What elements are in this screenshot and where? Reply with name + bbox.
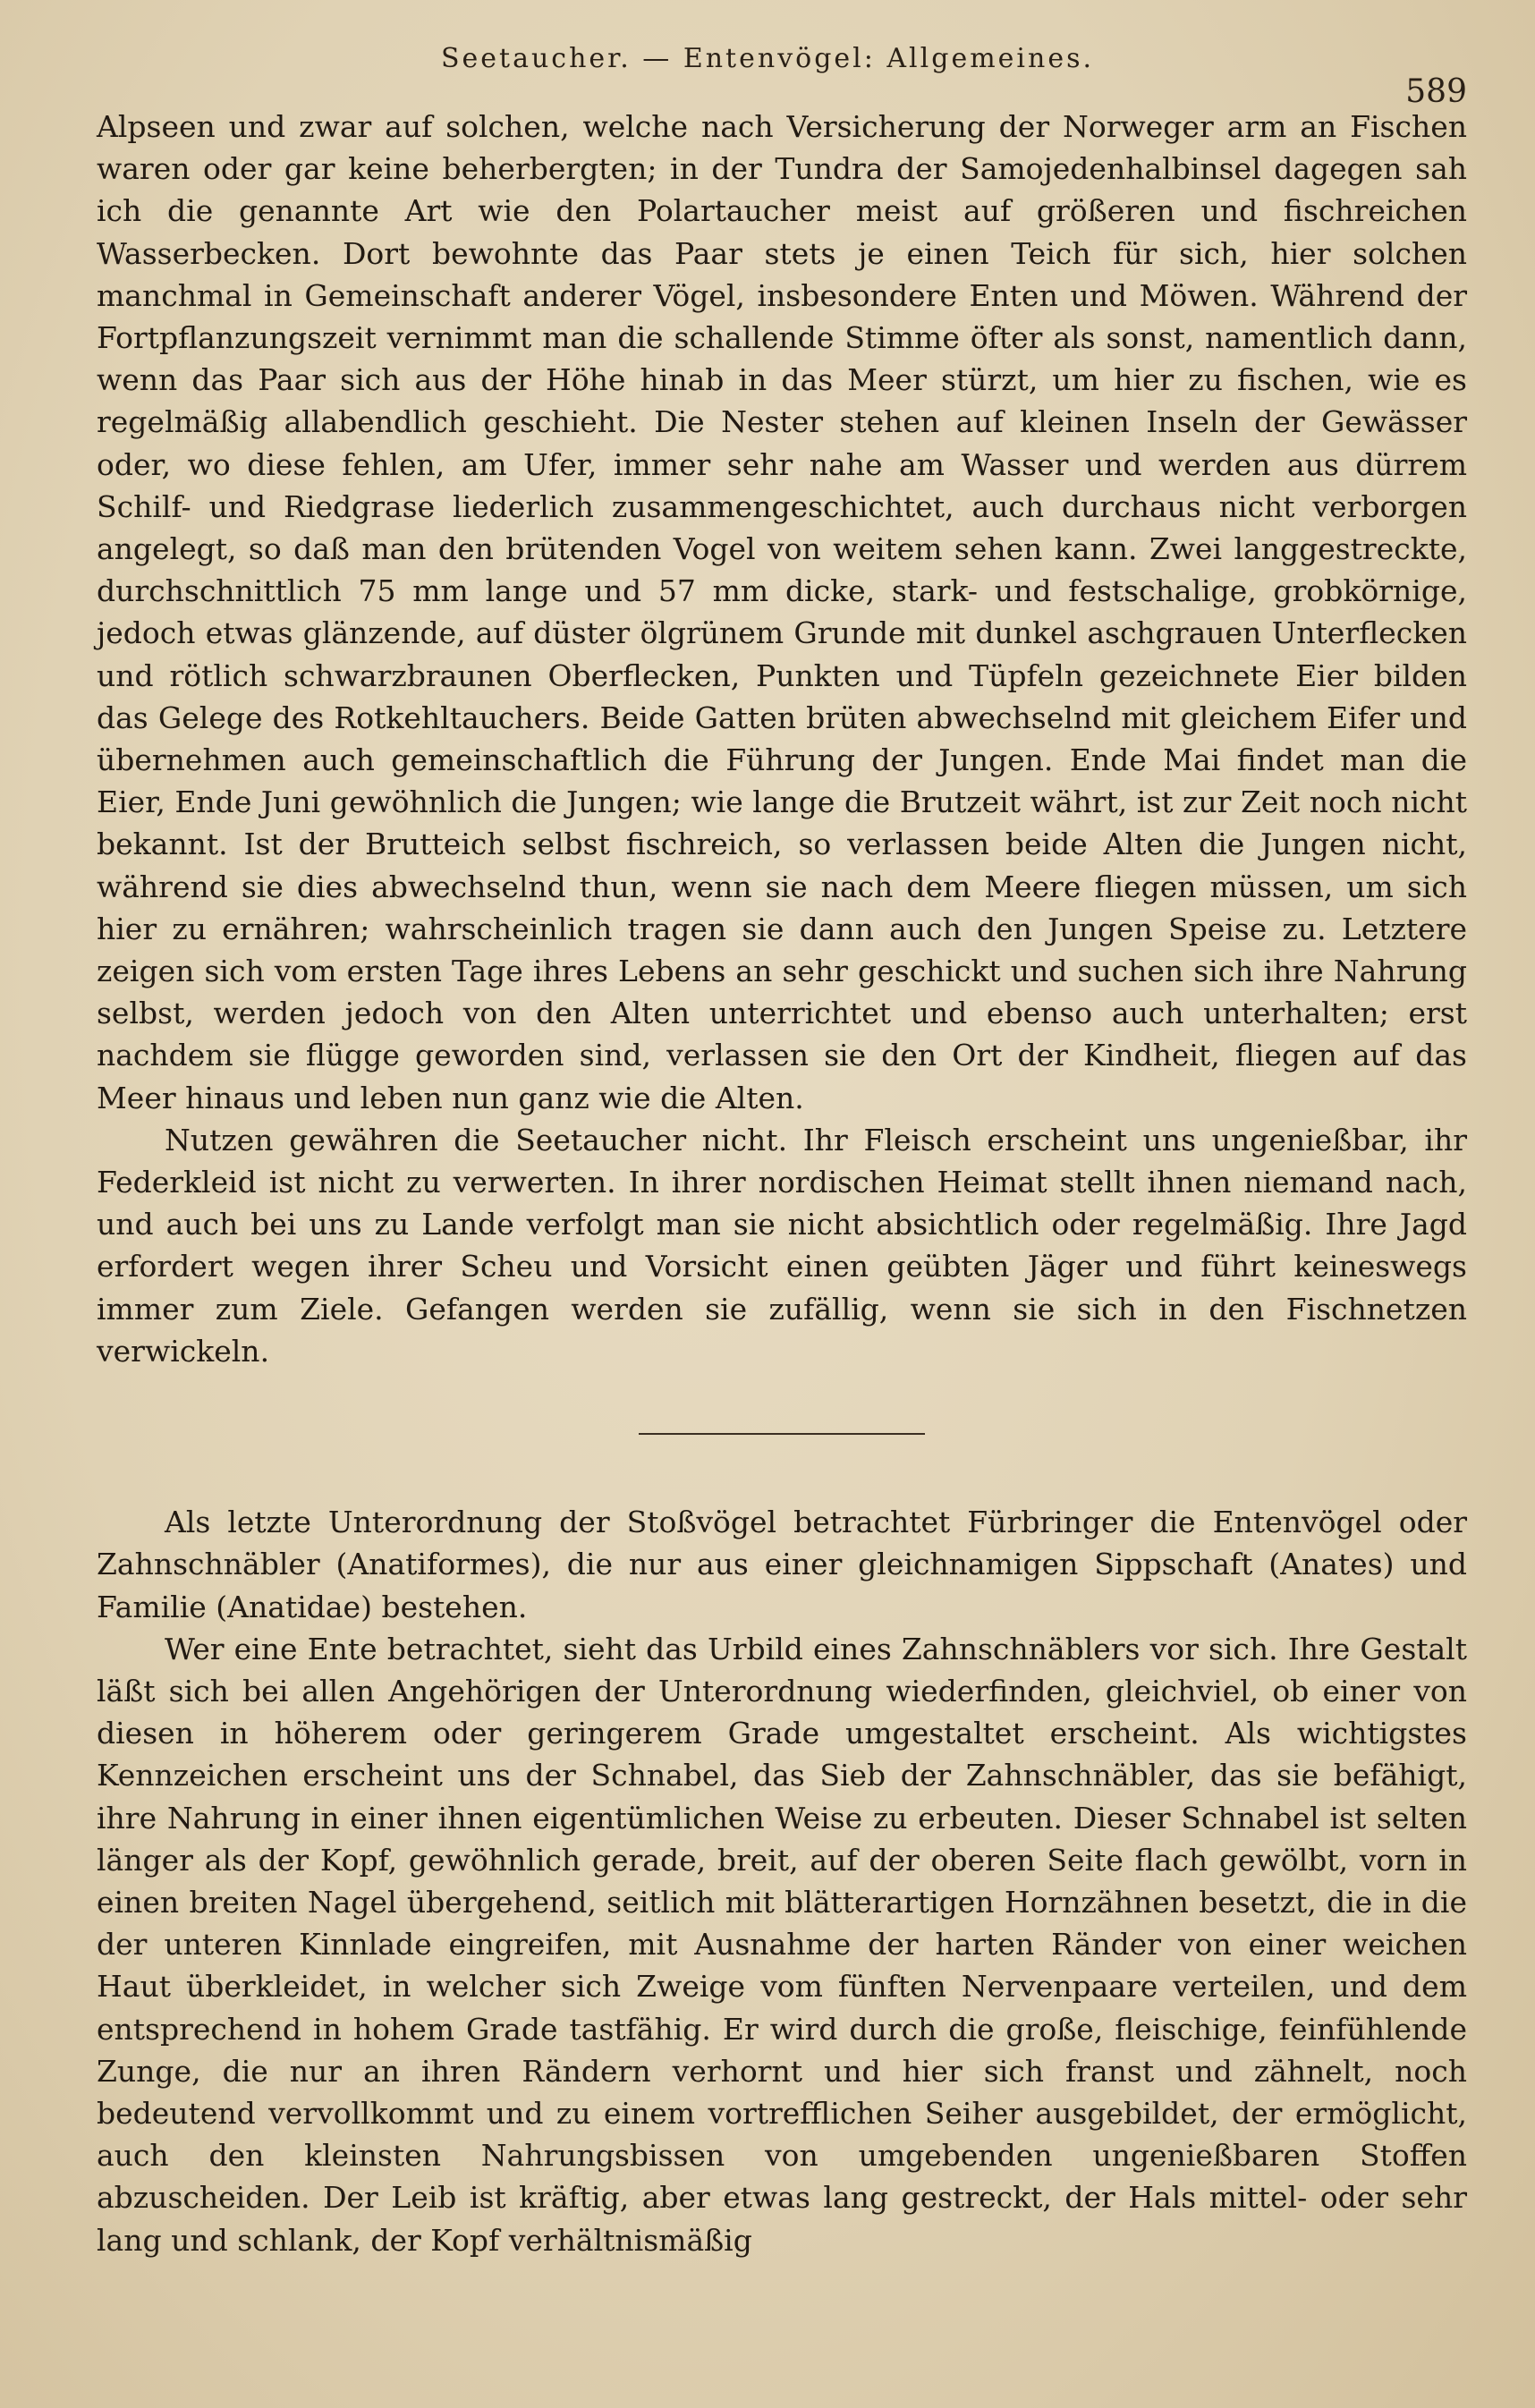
paragraph-continued: Alpseen und zwar auf solchen, welche nach Versicherung der Norweger arm an Fischen waren oder gar keine beherbergten; in der Tundra der Samojedenhalbinsel dagegen sah ich die genannte Art wie den Polartaucher meist auf größeren und fischreichen Wasserbecken. Dort bewohnte das Paar stets je einen Teich für sich, hier solchen manchmal in Gemeinschaft anderer Vögel, insbesondere Enten und Möwen. Während der Fortpflanzungszeit vernimmt man die schallende Stimme öfter als sonst, namentlich dann, wenn das Paar sich aus der Höhe hinab in das Meer stürzt, um hier zu fischen, wie es regelmäßig allabendlich geschieht. Die Nester stehen auf kleinen Inseln der Gewässer oder, wo diese fehlen, am Ufer, immer sehr nahe am Wasser und werden aus dürrem Schilf- und Riedgrase liederlich zusammengeschichtet, auch durchaus nicht verborgen angelegt, so daß man den brütenden Vogel von weitem sehen kann. Zwei langgestreckte, durchschnittlich 75 mm lange und 57 mm dicke, stark- und festschalige, grobkörnige, jedoch etwas glänzende, auf düster ölgrünem Grunde mit dunkel aschgrauen Unterflecken und rötlich schwarzbraunen Oberflecken, Punkten und Tüpfeln gezeichnete Eier bilden das Gelege des Rotkehltauchers. Beide Gatten brüten abwechselnd mit gleichem Eifer und übernehmen auch gemeinschaftlich die Führung der Jungen. Ende Mai findet man die Eier, Ende Juni gewöhnlich die Jungen; wie lange die Brutzeit währt, ist zur Zeit noch nicht bekannt. Ist der Brutteich selbst fischreich, so verlassen beide Alten die Jungen nicht, während sie dies abwechselnd thun, wenn sie nach dem Meere fliegen müssen, um sich hier zu ernähren; wahrscheinlich tragen sie dann auch den Jungen Speise zu. Letztere zeigen sich vom ersten Tage ihres Lebens an sehr geschickt und suchen sich ihre Nahrung selbst, werden jedoch von den Alten unterrichtet und ebenso auch unterhalten; erst nachdem sie flügge geworden sind, verlassen sie den Ort der Kindheit, fliegen auf das Meer hinaus und leben nun ganz wie die Alten. <box>97 109 1467 1115</box>
body-text <box>97 106 1467 2261</box>
paragraph-unterordnung: Als letzte Unterordnung der Stoßvögel betrachtet Fürbringer die Entenvögel oder Zahnschnäbler (Anatiformes), die nur aus einer gleichnamigen Sippschaft (Anates) und Familie (Anatidae) bestehen. <box>97 1505 1467 1624</box>
page-number: 589 <box>1405 73 1467 110</box>
running-head: Seetaucher. — Entenvögel: Allgemeines. <box>440 43 1095 74</box>
section-separator <box>639 1433 925 1435</box>
paragraph-nutzen: Nutzen gewähren die Seetaucher nicht. Ihr Fleisch erscheint uns ungenießbar, ihr Federkleid ist nicht zu verwerten. In ihrer nordischen Heimat stellt ihnen niemand nach, und auch bei uns zu Lande verfolgt man sie nicht absichtlich oder regelmäßig. Ihre Jagd erfordert wegen ihrer Scheu und Vorsicht einen geübten Jäger und führt keineswegs immer zum Ziele. Gefangen werden sie zufällig, wenn sie sich in den Fischnetzen verwickeln. <box>97 1122 1467 1369</box>
paragraph-zahnschnaebler: Wer eine Ente betrachtet, sieht das Urbild eines Zahnschnäblers vor sich. Ihre Gestalt läßt sich bei allen Angehörigen der Unterordnung wiederfinden, gleichviel, ob einer von diesen in höherem oder geringerem Grade umgestaltet erscheint. Als wichtigstes Kennzeichen erscheint uns der Schnabel, das Sieb der Zahnschnäbler, das sie befähigt, ihre Nahrung in einer ihnen eigentümlichen Weise zu erbeuten. Dieser Schnabel ist selten länger als der Kopf, gewöhnlich gerade, breit, auf der oberen Seite flach gewölbt, vorn in einen breiten Nagel übergehend, seitlich mit blätterartigen Hornzähnen besetzt, die in die der unteren Kinnlade eingreifen, mit Ausnahme der harten Ränder von einer weichen Haut überkleidet, in welcher sich Zweige vom fünften Nervenpaare verteilen, und dem entsprechend in hohem Grade tastfähig. Er wird durch die große, fleischige, feinfühlende Zunge, die nur an ihren Rändern verhornt und hier sich franst und zähnelt, noch bedeutend vervollkommt und zu einem vortrefflichen Seiher ausgebildet, der ermöglicht, auch den kleinsten Nahrungsbissen von umgebenden ungenießbaren Stoffen abzuscheiden. Der Leib ist kräftig, aber etwas lang gestreckt, der Hals mittel- oder sehr lang und schlank, der Kopf verhältnismäßig <box>97 1631 1467 2258</box>
